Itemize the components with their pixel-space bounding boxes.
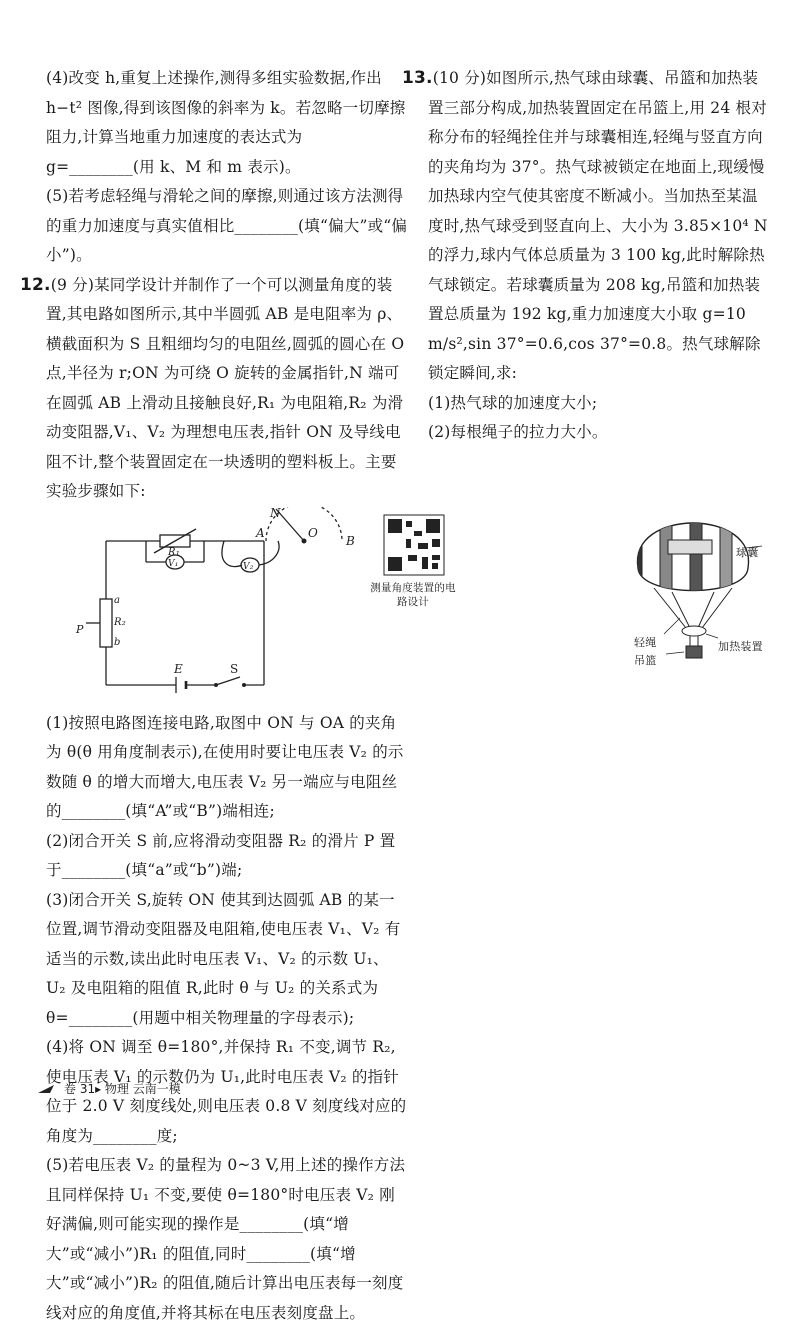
q13-sub2: (2)每根绳子的拉力大小。 xyxy=(428,423,608,441)
label-A: A xyxy=(256,525,265,540)
label-rope: 轻绳 xyxy=(634,635,657,649)
q11-part5: (5)若考虑轻绳与滑轮之间的摩擦,则通过该方法测得的重力加速度与真实值相比________(填“偏大”或“偏小”)。 xyxy=(46,187,408,264)
q12-number: 12. xyxy=(20,274,51,295)
label-b: b xyxy=(114,636,121,648)
q12-step3: (3)闭合开关 S,旋转 ON 使其到达圆弧 AB 的某一位置,调节滑动变阻器及电阻箱,使电压表 V₁、V₂ 有适当的示数,读出此时电压表 V₁、V₂ 的示数 U₁、U₂ 及电阻箱的阻值 R,此时 θ 与 U₂ 的关系式为 θ=________(用题中相关物理量的字母表示); xyxy=(46,890,401,1027)
q12-step2: (2)闭合开关 S 前,应将滑动变阻器 R₂ 的滑片 P 置于________(填“a”或“b”)端; xyxy=(46,831,396,879)
label-V2: V₂ xyxy=(243,561,254,572)
page-footer xyxy=(38,1080,181,1097)
q13-stem xyxy=(402,64,768,389)
q13-stem-text: (10 分)如图所示,热气球由球囊、吊篮和加热装置三部分构成,加热装置固定在吊篮上,用 24 根对称分布的轻绳拴住并与球囊相连,轻绳与竖直方向的夹角均为 37°。热气球被锁定在地面上,现缓慢加热球内空气使其密度不断减小。当加热至某温度时,热气球受到竖直向上、大小为 3.85×10⁴ N 的浮力,球内气体总质量为 3 100 kg,此时解除热气球锁定。若球囊质量为 208 kg,吊篮和加热装置总质量为 192 kg,重力加速度大小取 g=10 m/s²,sin 37°=0.6,cos 37°=0.8。热气球解除锁定瞬间,求: xyxy=(428,69,768,382)
label-a: a xyxy=(114,594,121,606)
label-S: S xyxy=(230,661,239,676)
q11-part4: (4)改变 h,重复上述操作,测得多组实验数据,作出 h−t² 图像,得到该图像的斜率为 k。若忽略一切摩擦阻力,计算当地重力加速度的表达式为 g=________(用 k、M 和 m 表示)。 xyxy=(46,69,406,176)
label-N: N xyxy=(270,506,281,520)
footer-text: 卷 31▸ 物理 云南一模 xyxy=(64,1082,181,1096)
q13-number: 13. xyxy=(402,68,433,88)
label-R1: R₁ xyxy=(168,546,180,558)
balloon-diagram xyxy=(428,488,768,678)
q12-stem-text: (9 分)某同学设计并制作了一个可以测量角度的装置,其电路如图所示,其中半圆弧 AB 是电阻率为 ρ、横截面积为 S 且粗细均匀的电阻丝,圆弧的圆心在 O 点,半径为 r;ON 为可绕 O 旋转的金属指针,N 端可在圆弧 AB 上滑动且接触良好,R₁ 为电阻箱,R₂ 为滑动变阻器,V₁、V₂ 为理想电压表,指针 ON 及导线电阻不计,整个装置固定在一块透明的塑料板上。主要实验步骤如下: xyxy=(46,275,405,500)
label-heater: 加热装置 xyxy=(718,639,763,653)
balloon-figure xyxy=(428,488,768,678)
q13-sub1: (1)热气球的加速度大小; xyxy=(428,393,598,412)
arrow-logo-icon xyxy=(38,1083,58,1095)
label-bag: 球囊 xyxy=(736,545,759,559)
q12-step4: (4)将 ON 调至 θ=180°,并保持 R₁ 不变,调节 R₂,使电压表 V₁ 的示数仍为 U₁,此时电压表 V₂ 的指针位于 2.0 V 刻度线处,则电压表 0.8 V 刻度线对应的角度为________度; xyxy=(46,1038,407,1145)
qr-caption: 测量角度装置的电路设计 xyxy=(370,581,456,608)
label-B: B xyxy=(346,533,356,548)
label-basket: 吊篮 xyxy=(634,653,657,667)
q12-stem xyxy=(20,271,408,507)
label-O: O xyxy=(308,525,319,540)
q12-step1: (1)按照电路图连接电路,取图中 ON 与 OA 的夹角为 θ(θ 用角度制表示),在使用时要让电压表 V₂ 的示数随 θ 的增大而增大,电压表 V₂ 另一端应与电阻丝的________(填“A”或“B”)端相连; xyxy=(46,713,404,820)
label-V1: V₁ xyxy=(168,558,179,569)
label-R2: R₂ xyxy=(114,616,126,628)
label-E: E xyxy=(174,661,183,676)
q12-step5: (5)若电压表 V₂ 的量程为 0~3 V,用上述的操作方法且同样保持 U₁ 不变,要使 θ=180°时电压表 V₂ 刚好满偏,则可能实现的操作是________(填“增大”或“减小”)R₁ 的阻值,同时________(填“增大”或“减小”)R₂ 的阻值,随后计算出电压表每一刻度线对应的角度值,并将其标在电压表刻度盘上。 xyxy=(46,1156,406,1322)
label-P: P xyxy=(76,622,84,636)
circuit-figure xyxy=(46,506,456,709)
